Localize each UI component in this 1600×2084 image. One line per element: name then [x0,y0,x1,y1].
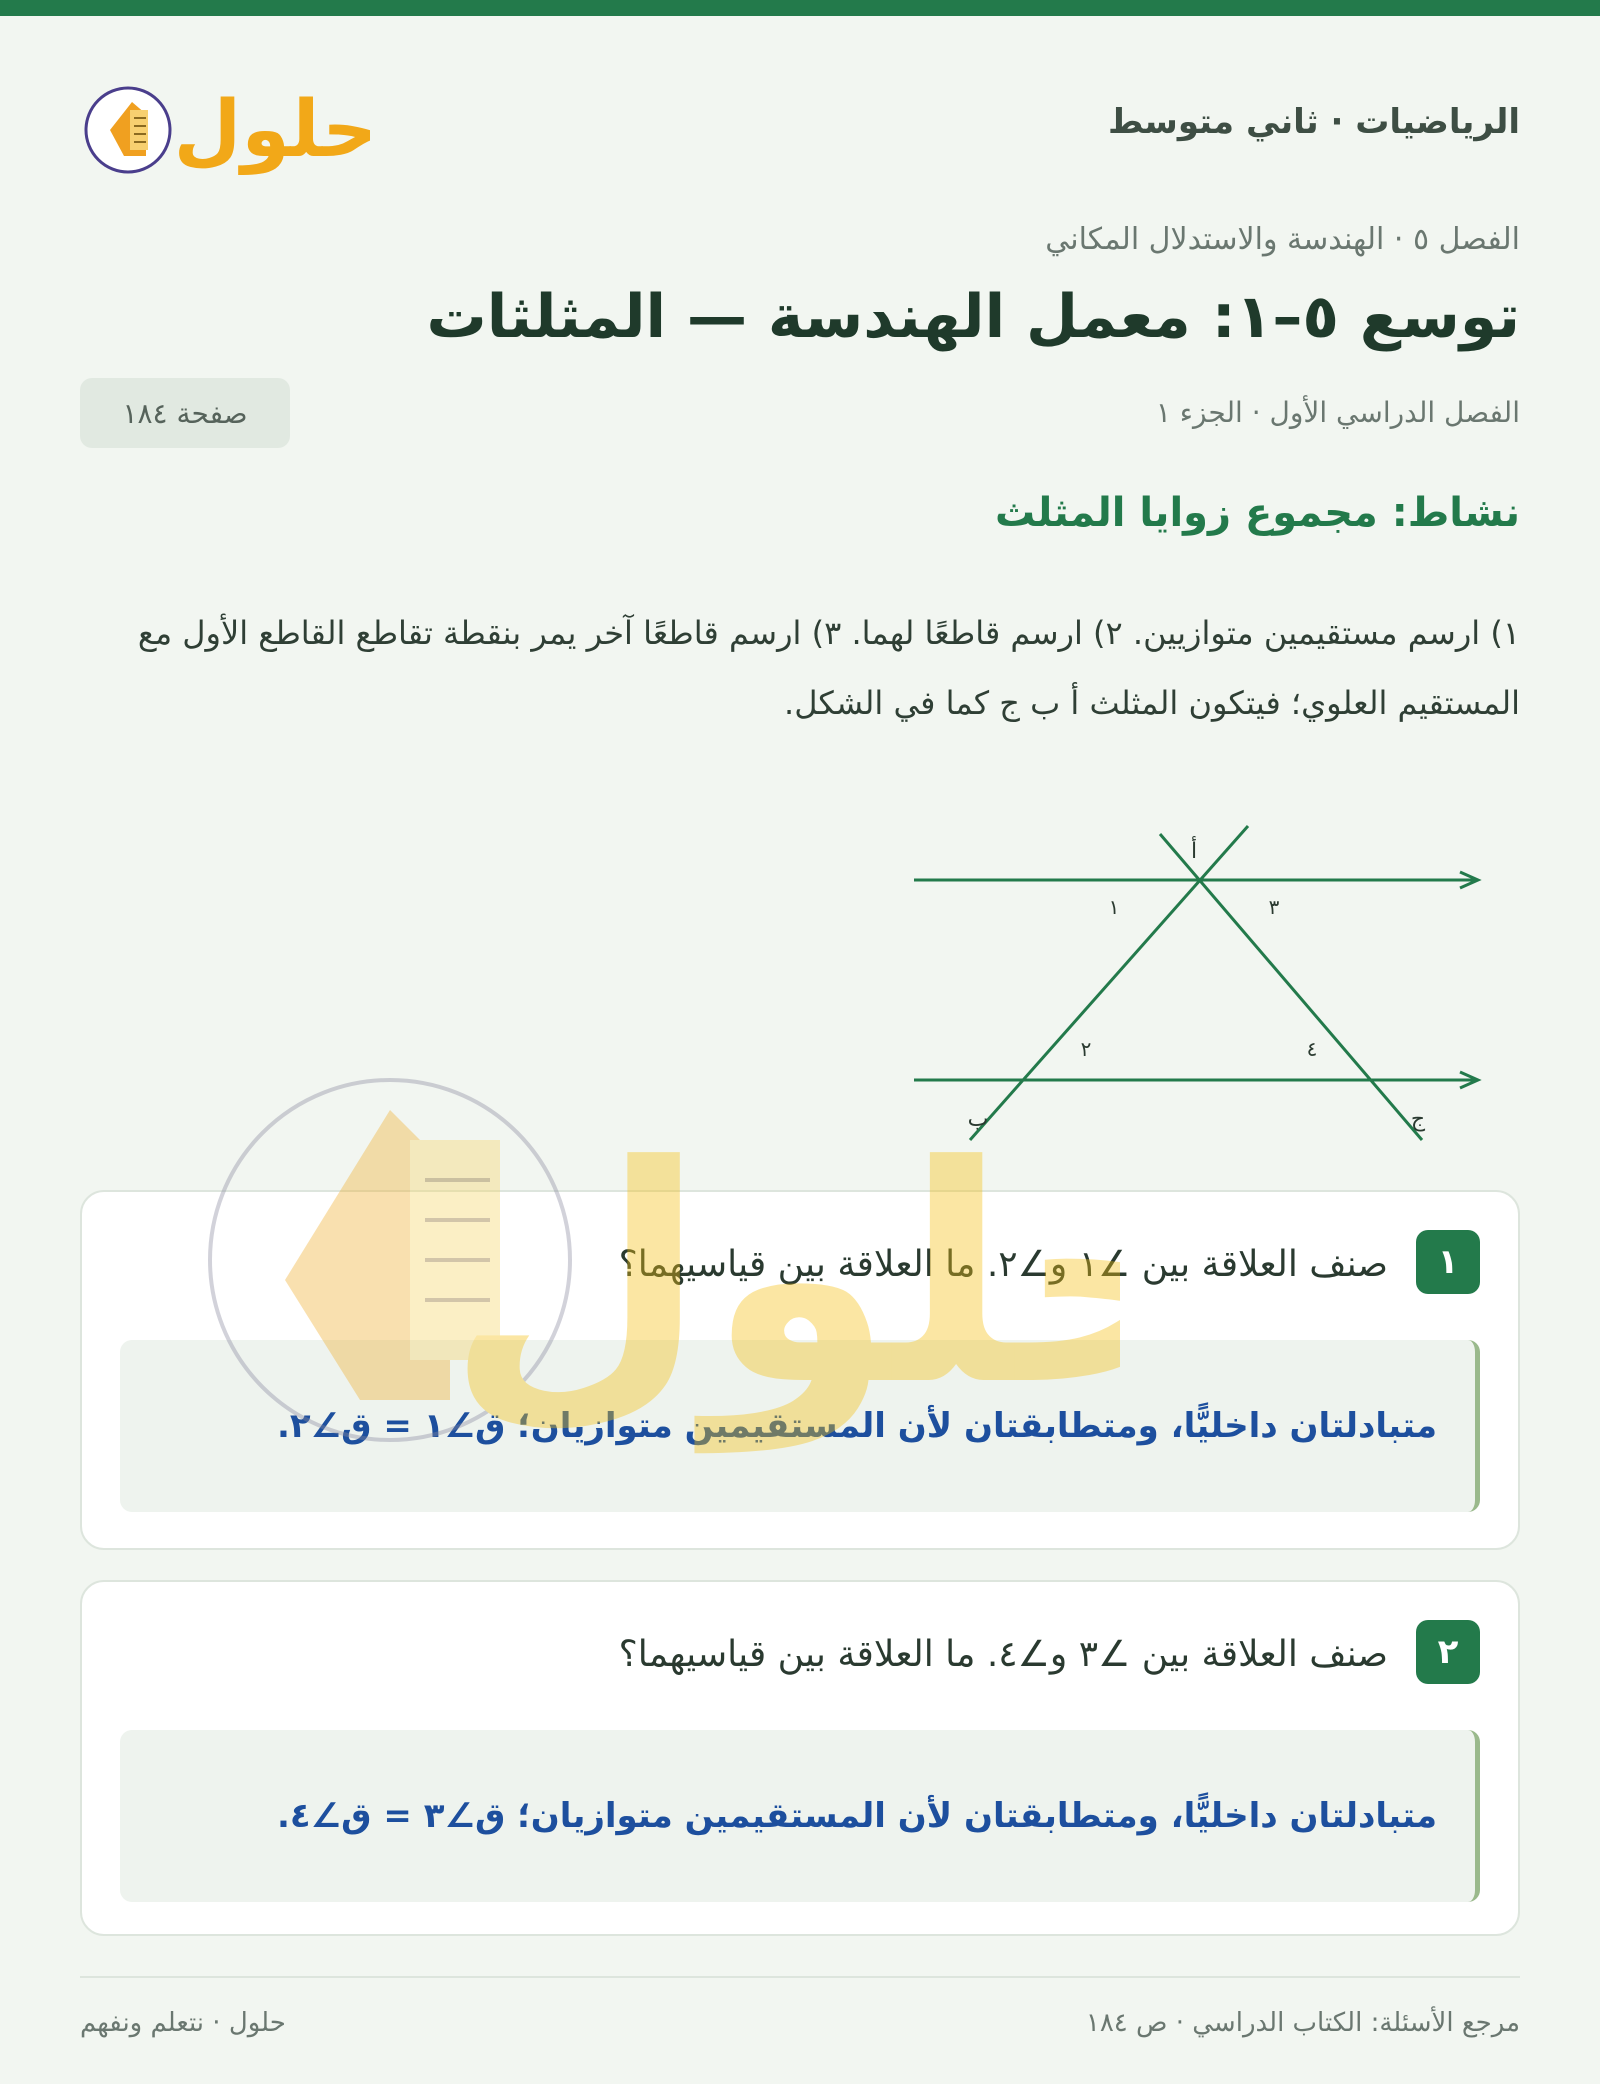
svg-text:حلول: لول [446,1102,1018,1451]
page-badge: صفحة ١٨٤ [80,378,290,448]
question-text: صنف العلاقة بين ∠٣ و∠٤. ما العلاقة بين قياسيهما؟ [618,1634,1388,1675]
transversal-ab [967,826,1248,1140]
logo-icon [80,60,370,180]
footer-reference: مرجع الأسئلة: الكتاب الدراسي · ص ١٨٤ [1085,2008,1520,2038]
page-header [80,60,1520,190]
answer-text: متبادلتان داخليًّا، ومتطابقتان لأن المستقيمين متوازيان؛ ق∠٣ = ق∠٤. [276,1796,1437,1836]
activity-heading: نشاط: مجموع زوايا المثلث [994,490,1520,536]
vertex-a-label: أ [1190,839,1198,864]
subject-label: الرياضيات · ثاني متوسط [1108,102,1520,142]
geometry-diagram [900,810,1500,1150]
answer-box [120,1340,1480,1512]
footer-tagline: حلول · نتعلم ونفهم [80,2008,286,2038]
vertex-c-label: ج [1410,1107,1426,1132]
semester-label: الفصل الدراسي الأول · الجزء ١ [1155,396,1520,429]
top-accent-bar [0,0,1600,16]
question-card [80,1580,1520,1936]
vertex-b-label: ب [967,1107,989,1132]
answer-box [120,1730,1480,1902]
lesson-title: توسع ٥–١: معمل الهندسة — المثلثات [426,282,1520,352]
svg-text:حلول: حلول [173,85,370,175]
angle-1-label: ١ [1108,895,1120,919]
question-number-badge: ١ [1416,1230,1480,1294]
question-card [80,1190,1520,1550]
triangle-parallel-lines-figure [900,810,1500,1150]
activity-instructions: ١) ارسم مستقيمين متوازيين. ٢) ارسم قاطعًا لهما. ٣) ارسم قاطعًا آخر يمر بنقطة تقاطع القاطع الأول مع المستقيم العلوي؛ فيتكون المثلث أ ب ج كما في الشكل. [137,614,1520,722]
footer-divider [80,1976,1520,1978]
hulul-logo[interactable] [80,60,370,180]
angle-3-label: ٣ [1268,895,1280,919]
answer-text: متبادلتان داخليًّا، ومتطابقتان لأن المستقيمين متوازيان؛ ق∠١ = ق∠٢. [276,1406,1437,1446]
angle-2-label: ٢ [1080,1037,1092,1061]
chapter-label: الفصل ٥ · الهندسة والاستدلال المكاني [1045,222,1520,257]
angle-4-label: ٤ [1306,1037,1318,1061]
question-number-badge: ٢ [1416,1620,1480,1684]
question-text: صنف العلاقة بين ∠١ و∠٢. ما العلاقة بين قياسيهما؟ [618,1244,1388,1285]
